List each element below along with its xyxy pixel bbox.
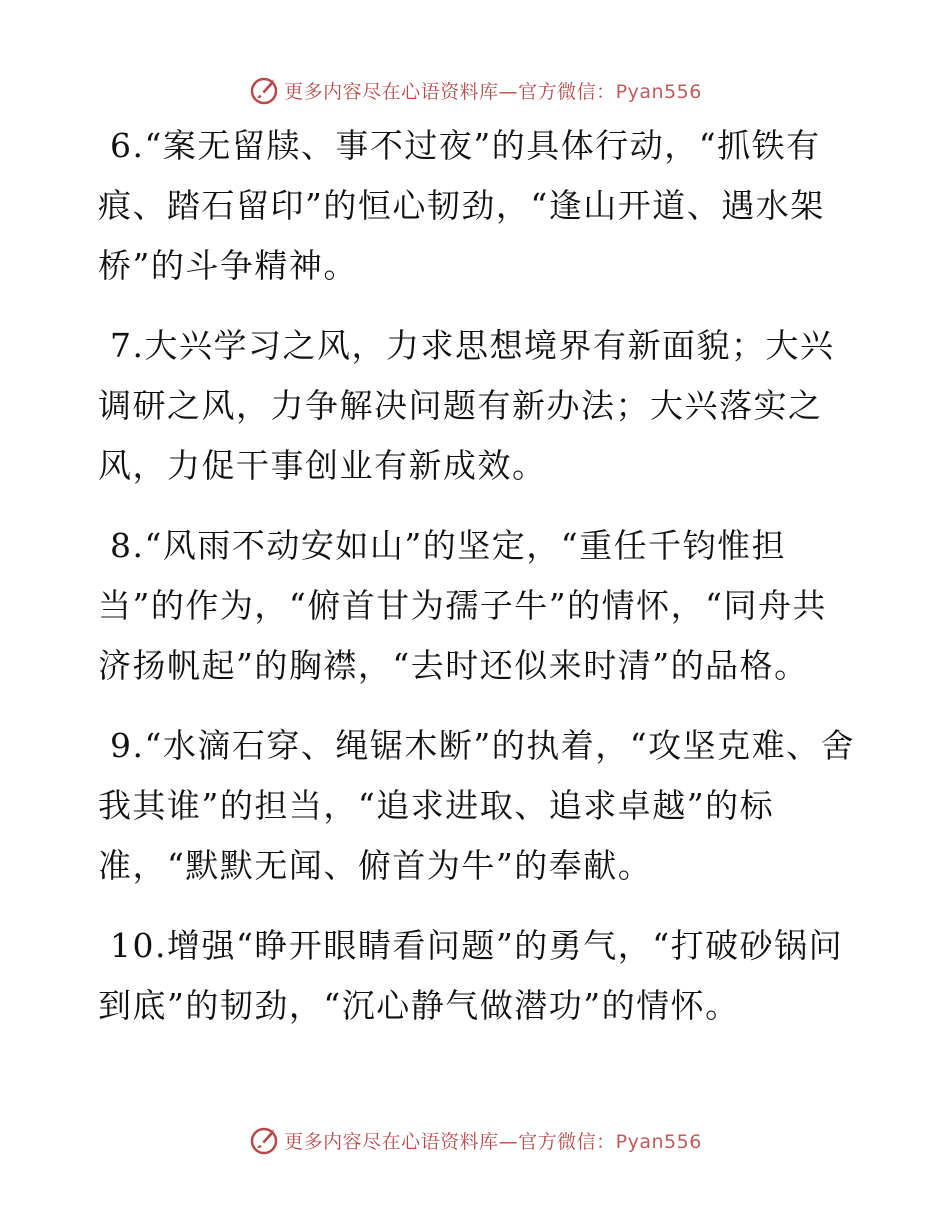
header-brand-label: 更多内容尽在心语资料库—官方微信：: [284, 80, 616, 103]
document-body: [98, 116, 858, 1056]
header-brand-id: Pyan556: [615, 80, 702, 103]
list-item-6: 6.“案无留牍、事不过夜”的具体行动，“抓铁有痕、踏石留印”的恒心韧劲，“逢山开道、遇水架桥”的斗争精神。: [98, 126, 825, 285]
header-watermark: [0, 70, 950, 110]
footer-brand-id: Pyan556: [615, 1130, 702, 1153]
list-item-8: 8.“风雨不动安如山”的坚定，“重任千钧惟担当”的作为，“俯首甘为孺子牛”的情怀，“同舟共济扬帆起”的胸襟，“去时还似来时清”的品格。: [98, 526, 827, 685]
header-brand-text: [284, 77, 702, 104]
list-item-7: 7.大兴学习之风，力求思想境界有新面貌；大兴调研之风，力争解决问题有新办法；大兴落实之风，力促干事创业有新成效。: [98, 326, 835, 485]
list-item-10: 10.增强“睁开眼睛看问题”的勇气，“打破砂锅问到底”的韧劲，“沉心静气做潜功”的情怀。: [98, 926, 844, 1025]
footer-brand-text: [284, 1127, 702, 1154]
quill-logo-icon: [248, 74, 280, 106]
list-item-9: 9.“水滴石穿、绳锯木断”的执着，“攻坚克难、舍我其谁”的担当，“追求进取、追求卓越”的标准，“默默无闻、俯首为牛”的奉献。: [98, 726, 856, 885]
quill-logo-icon: [248, 1124, 280, 1156]
footer-brand-label: 更多内容尽在心语资料库—官方微信：: [284, 1130, 616, 1153]
footer-watermark: [0, 1120, 950, 1160]
